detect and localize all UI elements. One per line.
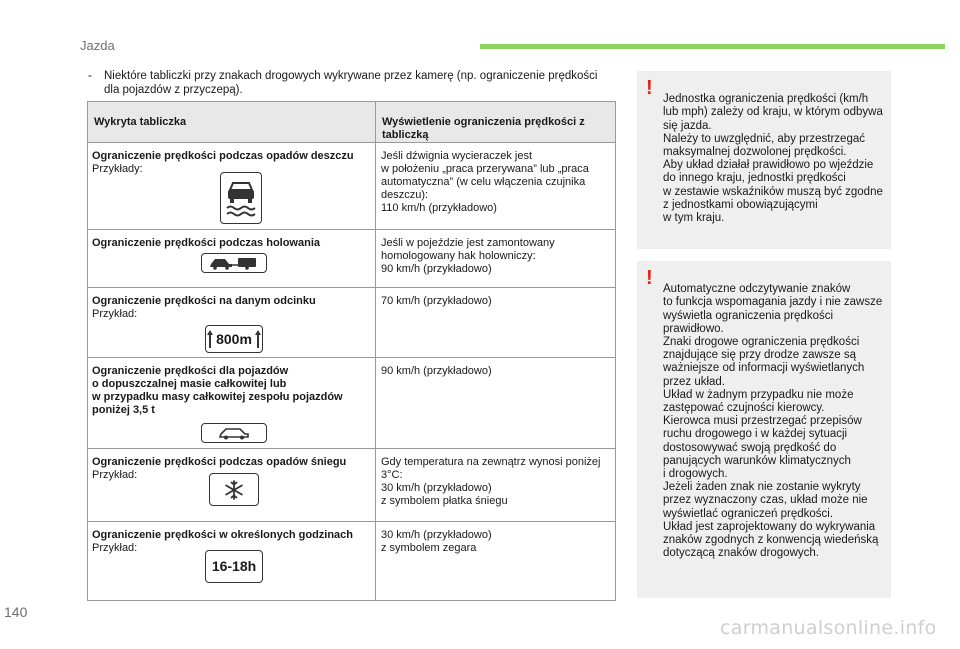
table-row [88, 230, 616, 288]
row-title: Ograniczenie prędkości na danym odcinku [92, 295, 316, 307]
sign-table [87, 101, 616, 601]
warning-icon: ! [646, 267, 653, 289]
row-display-text: 70 km/h (przykładowo) [381, 295, 492, 307]
section-accent-bar [480, 44, 945, 49]
display-cell [376, 449, 616, 522]
sign-cell [88, 230, 376, 288]
display-cell [376, 522, 616, 601]
sign-cell [88, 143, 376, 230]
table-row [88, 143, 616, 230]
table-row [88, 449, 616, 522]
column-header-display: Wyświetlenie ograniczenia prędkości z tabliczką [376, 102, 616, 143]
table-row [88, 288, 616, 358]
arrow-up-icon [254, 329, 262, 349]
row-title: Ograniczenie prędkości dla pojazdów o dopuszczalnej masie całkowitej lub w przypadku masy całkowitej zespołu pojazdów poniżej 3,5 t [92, 365, 343, 416]
sign-cell [88, 522, 376, 601]
sign-cell [88, 288, 376, 358]
row-subtitle: Przykład: [92, 308, 138, 320]
car-trailer-icon [201, 253, 267, 273]
arrow-up-icon [206, 329, 214, 349]
row-display-text: 30 km/h (przykładowo) z symbolem zegara [381, 529, 492, 554]
sign-text: 800m [216, 330, 252, 347]
snowflake-icon [209, 473, 259, 506]
row-title: Ograniczenie prędkości podczas holowania [92, 237, 321, 249]
time-range-icon [205, 550, 263, 583]
row-display-text: Gdy temperatura na zewnątrz wynosi poniżej 3°C: 30 km/h (przykładowo) z symbolem płatka śniegu [381, 456, 601, 507]
intro-paragraph [88, 69, 608, 97]
table-header-row [88, 102, 616, 143]
row-subtitle: Przykład: [92, 469, 138, 481]
warning-note-text: Jednostka ograniczenia prędkości (km/h lub mph) zależy od kraju, w którym odbywa się jazda. Należy to uwzględnić, aby przestrzegać maksymalnej dozwolonej prędkości. Aby układ działał prawidłowo po wjeździe do innego kraju, jednostki prędkości w zestawie wskaźników muszą być zgodne z jednostkami obowiązującymi w tym kraju. [663, 93, 883, 225]
row-display-text: Jeśli w pojeździe jest zamontowany homologowany hak holowniczy: 90 km/h (przykładowo) [381, 237, 555, 275]
watermark: carmanualsonline.info [720, 617, 937, 639]
intro-text: Niektóre tabliczki przy znakach drogowych wykrywane przez kamerę (np. ograniczenie prędkości dla pojazdów z przyczepą). [104, 70, 598, 96]
column-header-detected-sign: Wykryta tabliczka [88, 102, 376, 143]
warning-note [637, 261, 891, 598]
warning-note [637, 71, 891, 249]
sign-cell [88, 358, 376, 449]
row-subtitle: Przykłady: [92, 163, 143, 175]
table-row [88, 358, 616, 449]
display-cell [376, 288, 616, 358]
warning-note-text: Automatyczne odczytywanie znaków to funkcja wspomagania jazdy i nie zawsze wyświetla ograniczenia prędkości prawidłowo. Znaki drogowe ograniczenia prędkości znajdujące się przy drodze zawsze są ważniejsze od informacji wyświetlanych przez układ. Układ w żadnym przypadku nie może zastępować czujności kierowcy. Kierowca musi przestrzegać przepisów ruchu drogowego i w każdej sytuacji dostosowywać swoją prędkość do panujących warunków klimatycznych i drogowych. Jeżeli żaden znak nie zostanie wykryty przez wyznaczony czas, układ może nie wyświetlać ograniczeń prędkości. Układ jest zaprojektowany do wykrywania znaków zgodnych z konwencją wiedeńską dotyczącą znaków drogowych. [663, 283, 883, 560]
row-subtitle: Przykład: [92, 542, 138, 554]
sign-cell [88, 449, 376, 522]
row-title: Ograniczenie prędkości podczas opadów deszczu [92, 150, 354, 162]
distance-arrows-icon [205, 325, 263, 353]
sign-text: 16-18h [211, 558, 257, 574]
warning-icon: ! [646, 77, 653, 99]
row-title: Ograniczenie prędkości podczas opadów śniegu [92, 456, 347, 468]
row-display-text: 90 km/h (przykładowo) [381, 365, 492, 377]
row-title: Ograniczenie prędkości w określonych godzinach [92, 529, 354, 541]
row-display-text: Jeśli dźwignia wycieraczek jest w położeniu „praca przerywana” lub „praca automatyczna” (w celu włączenia czujnika deszczu): 110 km/h (przykładowo) [381, 150, 589, 214]
display-cell [376, 358, 616, 449]
section-title: Jazda [80, 38, 115, 53]
car-icon [201, 423, 267, 443]
list-dash: - [88, 70, 92, 82]
display-cell [376, 230, 616, 288]
car-rain-icon [220, 172, 262, 224]
table-row [88, 522, 616, 601]
display-cell [376, 143, 616, 230]
page-number: 140 [4, 604, 28, 620]
